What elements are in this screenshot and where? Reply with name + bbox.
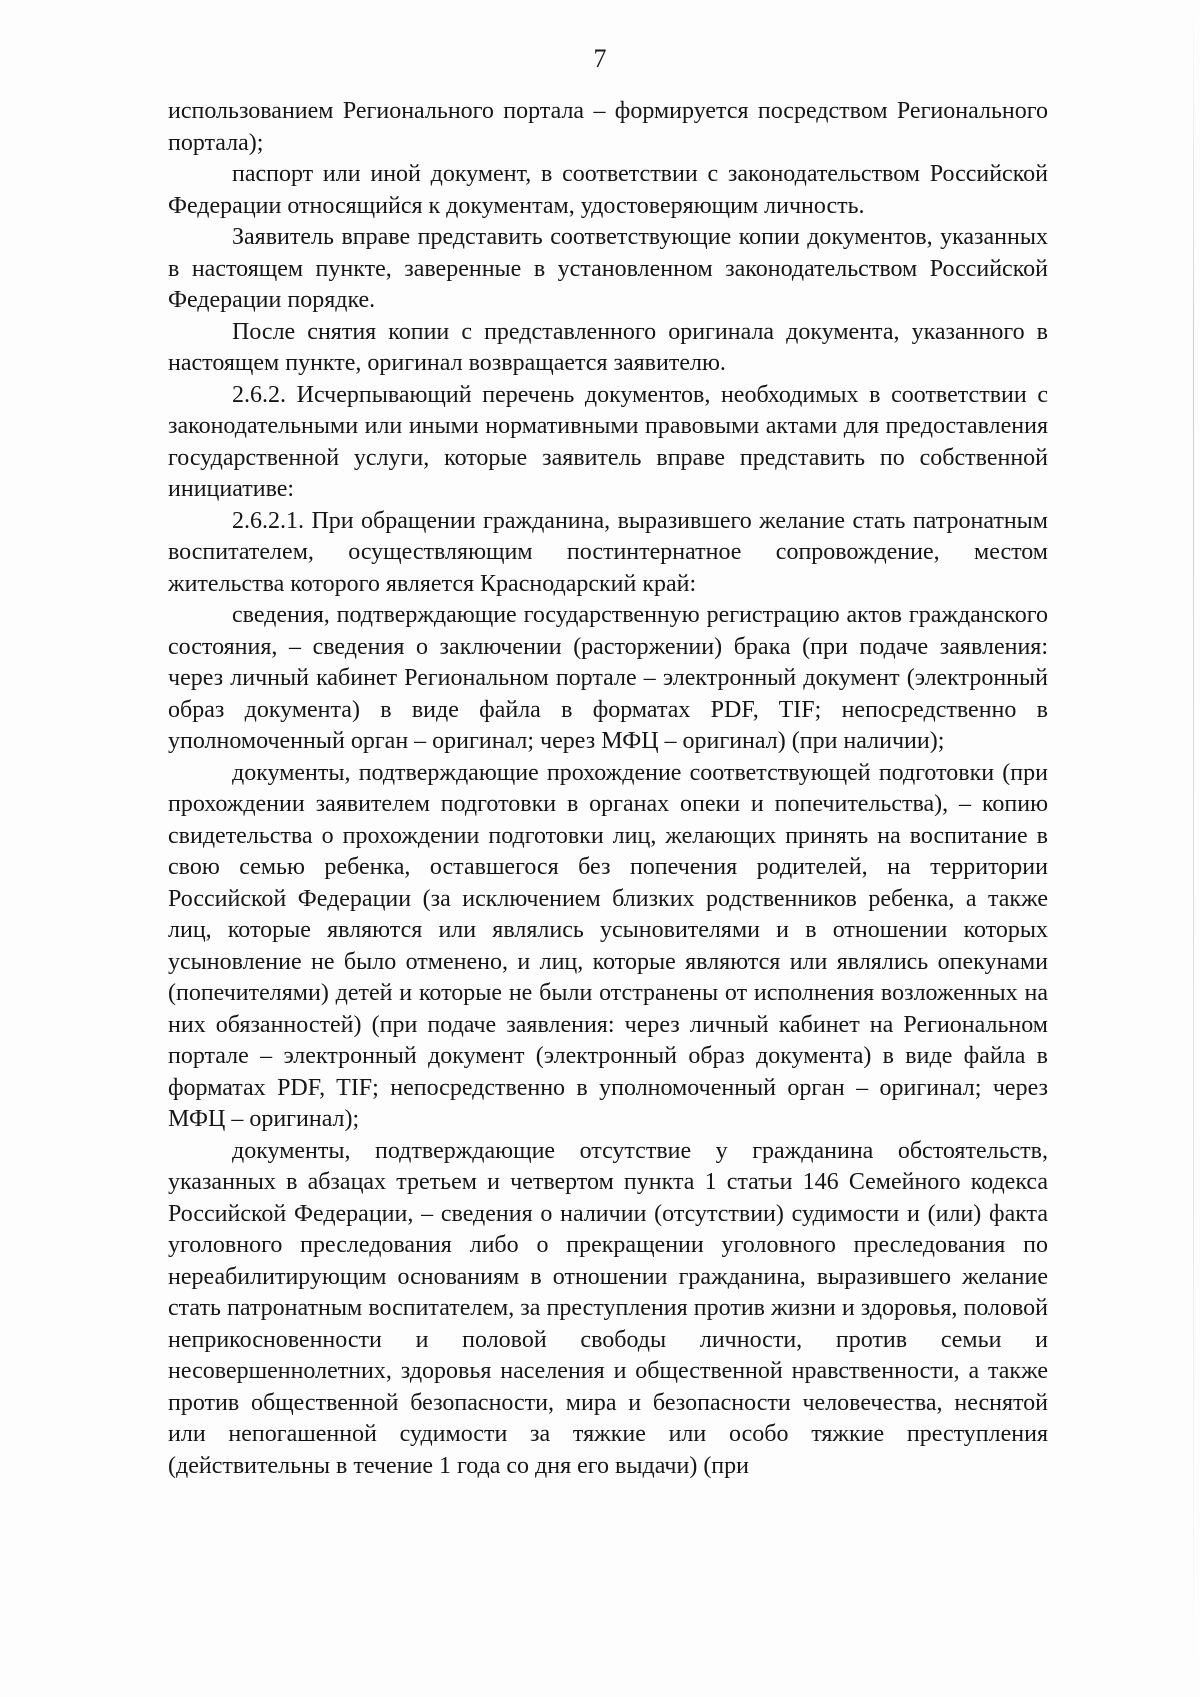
paragraph-training-documents: документы, подтверждающие прохождение соответствующей подготовки (при прохождении заявителем подготовки в органах опеки и попечительства), – копию свидетельства о прохождении подготовки лиц, желающих принять на воспитание в свою семью ребенка, оставшегося без попечения родителей, на территории Российской Федерации (за исключением близких родственников ребенка, а также лиц, которые являются или являлись усыновителями и в отношении которых усыновление не было отменено, и лиц, которые являются или являлись опекунами (попечителями) детей и которые не были отстранены от исполнения возложенных на них обязанностей) (при подаче заявления: через личный кабинет на Региональном портале – электронный документ (электронный образ документа) в виде файла в форматах PDF, TIF; непосредственно в уполномоченный орган – оригинал; через МФЦ – оригинал);	[168, 759, 1048, 1132]
paragraph-criminal-record: документы, подтверждающие отсутствие у гражданина обстоятельств, указанных в абзацах третьем и четвертом пункта 1 статьи 146 Семейного кодекса Российской Федерации, – сведения о наличии (отсутствии) судимости и (или) факта уголовного преследования либо о прекращении уголовного преследования по нереабилитирующим основаниям в отношении гражданина, выразившего желание стать патронатным воспитателем, за преступления против жизни и здоровья, половой неприкосновенности и половой свободы личности, против семьи и несовершеннолетних, здоровья населения и общественной нравственности, а также против общественной безопасности, мира и безопасности человечества, неснятой или непогашенной судимости за тяжкие или особо тяжкие преступления (действительны в течение 1 года со дня его выдачи) (при	[168, 1137, 1048, 1479]
paragraph-section-2-6-2: 2.6.2. Исчерпывающий перечень документов, необходимых в соответствии с законодательными или иными нормативными правовыми актами для предоставления государственной услуги, которые заявитель вправе представить по собственной инициативе:	[168, 381, 1048, 502]
paragraph-continuation: использованием Регионального портала – формируется посредством Регионального портала);	[168, 98, 1048, 156]
paragraph-passport: паспорт или иной документ, в соответствии с законодательством Российской Федерации относящийся к документам, удостоверяющим личность.	[168, 161, 1048, 219]
document-body	[168, 96, 1048, 1482]
paragraph-copies: Заявитель вправе представить соответствующие копии документов, указанных в настоящем пункте, заверенные в установленном законодательством Российской Федерации порядке.	[168, 224, 1048, 313]
page-number: 7	[593, 44, 607, 73]
paragraph-civil-registration: сведения, подтверждающие государственную регистрацию актов гражданского состояния, – сведения о заключении (расторжении) брака (при подаче заявления: через личный кабинет Региональном портале – электронный документ (электронный образ документа) в виде файла в форматах PDF, TIF; непосредственно в уполномоченный орган – оригинал; через МФЦ – оригинал) (при наличии);	[168, 602, 1048, 754]
paragraph-section-2-6-2-1: 2.6.2.1. При обращении гражданина, выразившего желание стать патронатным воспитателем, осуществляющим постинтернатное сопровождение, местом жительства которого является Краснодарский край:	[168, 507, 1048, 597]
paragraph-original-return: После снятия копии с представленного оригинала документа, указанного в настоящем пункте, оригинал возвращается заявителю.	[168, 318, 1048, 376]
scan-edge-line	[1193, 0, 1194, 1697]
